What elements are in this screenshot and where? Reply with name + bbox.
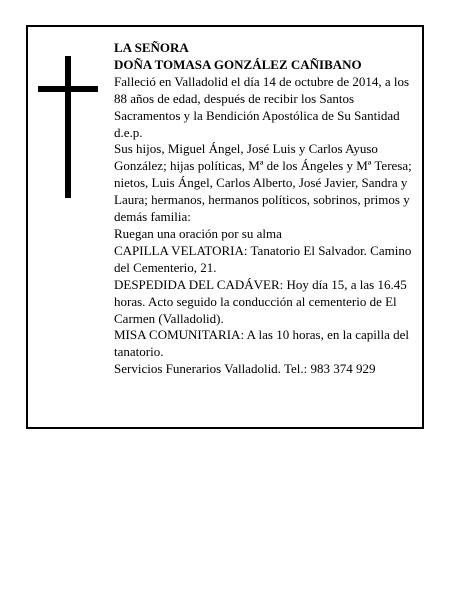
obituary-notice bbox=[26, 25, 424, 429]
family-mourners: Sus hijos, Miguel Ángel, José Luis y Carlos Ayuso González; hijas políticas, Mª de los Ángeles y Mª Teresa; nietos, Luis Ángel, Carlos Alberto, José Javier, Sandra y Laura; hermanos, hermanos políticos, sobrinos, primos y demás familia: bbox=[114, 141, 412, 225]
wake-chapel: CAPILLA VELATORIA: Tanatorio El Salvador. Camino del Cementerio, 21. bbox=[114, 242, 412, 275]
death-announcement: Falleció en Valladolid el día 14 de octubre de 2014, a los 88 años de edad, después de recibir los Santos Sacramentos y la Bendición Apostólica de Su Santidad d.e.p. bbox=[114, 73, 410, 140]
community-mass: MISA COMUNITARIA: A las 10 horas, en la capilla del tanatorio. bbox=[114, 327, 410, 360]
deceased-name: DOÑA TOMASA GONZÁLEZ CAÑIBANO bbox=[114, 56, 362, 72]
notice-text bbox=[114, 40, 419, 378]
cross-vertical-bar bbox=[65, 56, 71, 198]
cross-horizontal-bar bbox=[38, 86, 98, 92]
funeral-services-contact: Servicios Funerarios Valladolid. Tel.: 983 374 929 bbox=[114, 361, 376, 377]
funeral-farewell: DESPEDIDA DEL CADÁVER: Hoy día 15, a las 16.45 horas. Acto seguido la conducción al cementerio de El Carmen (Valladolid). bbox=[114, 276, 407, 326]
heading-title: LA SEÑORA bbox=[114, 40, 189, 55]
prayer-request: Ruegan una oración por su alma bbox=[114, 225, 282, 241]
cross-icon bbox=[38, 56, 98, 198]
